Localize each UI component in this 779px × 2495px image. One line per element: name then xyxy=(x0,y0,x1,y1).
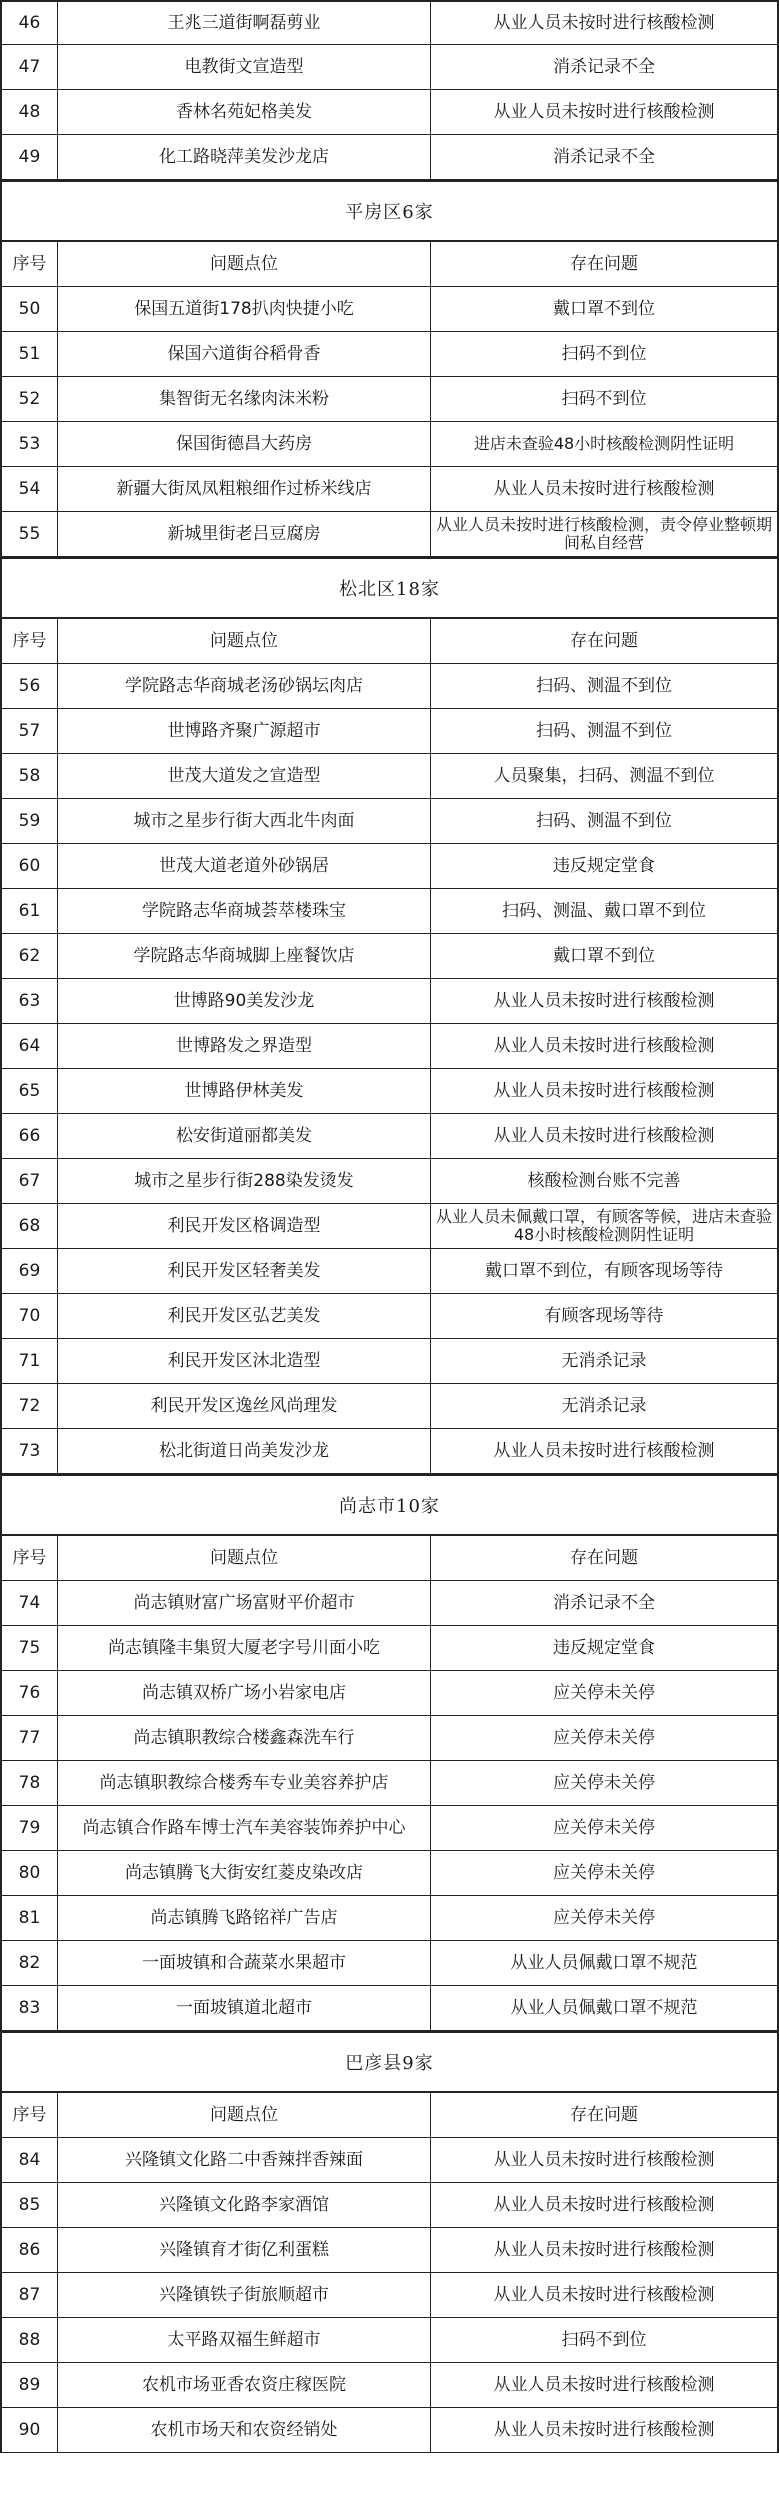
row-location: 王兆三道街啊磊剪业 xyxy=(58,2,431,44)
row-number: 62 xyxy=(2,934,58,978)
row-location: 新疆大街凤凤粗粮细作过桥米线店 xyxy=(58,467,431,511)
table-row xyxy=(0,2273,779,2318)
row-number: 80 xyxy=(2,1851,58,1895)
table-row xyxy=(0,1114,779,1159)
row-problem: 消杀记录不全 xyxy=(553,57,655,77)
row-problem: 扫码、测温不到位 xyxy=(536,811,672,831)
row-number: 79 xyxy=(2,1806,58,1850)
table-row xyxy=(0,1671,779,1716)
row-location: 新城里街老吕豆腐房 xyxy=(58,512,431,556)
table-row xyxy=(0,377,779,422)
column-header-row xyxy=(0,619,779,664)
row-number: 81 xyxy=(2,1896,58,1940)
row-number: 74 xyxy=(2,1581,58,1625)
row-problem: 扫码不到位 xyxy=(561,389,647,409)
row-number: 85 xyxy=(2,2183,58,2227)
row-problem: 扫码、测温、戴口罩不到位 xyxy=(502,901,706,921)
row-problem: 应关停未关停 xyxy=(553,1683,655,1703)
row-problem: 从业人员未按时进行核酸检测 xyxy=(493,1081,715,1101)
row-problem: 从业人员未按时进行核酸检测，责令停业整顿期间私自经营 xyxy=(435,515,772,552)
row-problem: 应关停未关停 xyxy=(553,1728,655,1748)
table-row xyxy=(0,2228,779,2273)
table-row xyxy=(0,2318,779,2363)
row-location: 农机市场亚香农资庄稼医院 xyxy=(58,2363,431,2407)
row-location: 利民开发区格调造型 xyxy=(58,1204,431,1248)
section-title: 巴彦县9家 xyxy=(0,2031,779,2093)
table-row xyxy=(0,287,779,332)
row-number: 56 xyxy=(2,664,58,708)
table-row xyxy=(0,1069,779,1114)
row-number: 84 xyxy=(2,2138,58,2182)
row-location: 尚志镇职教综合楼鑫森洗车行 xyxy=(58,1716,431,1760)
table-row xyxy=(0,1986,779,2031)
header-problem: 存在问题 xyxy=(570,631,638,651)
table-row xyxy=(0,1626,779,1671)
header-problem: 存在问题 xyxy=(570,2105,638,2125)
row-location: 世茂大道老道外砂锅居 xyxy=(58,844,431,888)
row-problem: 应关停未关停 xyxy=(553,1908,655,1928)
table-row xyxy=(0,2408,779,2453)
section-title: 尚志市10家 xyxy=(0,1474,779,1536)
row-location: 学院路志华商城老汤砂锅坛肉店 xyxy=(58,664,431,708)
row-location: 城市之星步行街大西北牛肉面 xyxy=(58,799,431,843)
table-row xyxy=(0,979,779,1024)
row-location: 尚志镇双桥广场小岩家电店 xyxy=(58,1671,431,1715)
row-location: 世茂大道发之宣造型 xyxy=(58,754,431,798)
header-number: 序号 xyxy=(2,1536,58,1580)
row-number: 64 xyxy=(2,1024,58,1068)
row-number: 68 xyxy=(2,1204,58,1248)
row-problem: 应关停未关停 xyxy=(553,1818,655,1838)
table-row xyxy=(0,934,779,979)
table-row xyxy=(0,1384,779,1429)
row-number: 70 xyxy=(2,1294,58,1338)
row-number: 52 xyxy=(2,377,58,421)
row-number: 76 xyxy=(2,1671,58,1715)
row-problem: 从业人员未按时进行核酸检测 xyxy=(493,2195,715,2215)
row-number: 46 xyxy=(2,2,58,44)
row-location: 学院路志华商城脚上座餐饮店 xyxy=(58,934,431,978)
row-problem: 扫码不到位 xyxy=(561,344,647,364)
row-problem: 有顾客现场等待 xyxy=(544,1306,664,1326)
row-location: 兴隆镇育才街亿利蛋糕 xyxy=(58,2228,431,2272)
row-location: 一面坡镇和合蔬菜水果超市 xyxy=(58,1941,431,1985)
row-location: 保国五道街178扒肉快捷小吃 xyxy=(58,287,431,331)
table-row xyxy=(0,135,779,180)
table-row xyxy=(0,844,779,889)
row-location: 尚志镇合作路车博士汽车美容装饰养护中心 xyxy=(58,1806,431,1850)
row-problem: 应关停未关停 xyxy=(553,1773,655,1793)
table-row xyxy=(0,1294,779,1339)
row-location: 松安街道丽都美发 xyxy=(58,1114,431,1158)
row-number: 67 xyxy=(2,1159,58,1203)
table-row xyxy=(0,1429,779,1474)
table-row xyxy=(0,754,779,799)
row-location: 利民开发区轻奢美发 xyxy=(58,1249,431,1293)
table-row xyxy=(0,799,779,844)
row-location: 尚志镇腾飞大街安红菱皮染改店 xyxy=(58,1851,431,1895)
column-header-row xyxy=(0,1536,779,1581)
table-row xyxy=(0,2363,779,2408)
row-problem: 人员聚集，扫码、测温不到位 xyxy=(493,766,715,786)
table-row xyxy=(0,1581,779,1626)
table-row xyxy=(0,332,779,377)
row-number: 49 xyxy=(2,135,58,179)
row-number: 47 xyxy=(2,45,58,89)
header-number: 序号 xyxy=(2,2093,58,2137)
row-number: 65 xyxy=(2,1069,58,1113)
row-number: 58 xyxy=(2,754,58,798)
row-problem: 从业人员未按时进行核酸检测 xyxy=(493,2150,715,2170)
row-number: 90 xyxy=(2,2408,58,2452)
header-location: 问题点位 xyxy=(58,2093,431,2137)
row-problem: 从业人员未按时进行核酸检测 xyxy=(493,1036,715,1056)
row-location: 兴隆镇文化路李家酒馆 xyxy=(58,2183,431,2227)
row-problem: 消杀记录不全 xyxy=(553,1593,655,1613)
table-row xyxy=(0,664,779,709)
row-location: 太平路双福生鲜超市 xyxy=(58,2318,431,2362)
row-location: 学院路志华商城荟萃楼珠宝 xyxy=(58,889,431,933)
row-problem: 戴口罩不到位 xyxy=(553,299,655,319)
section-title: 松北区18家 xyxy=(0,557,779,619)
row-problem: 从业人员未按时进行核酸检测 xyxy=(493,102,715,122)
table-row xyxy=(0,1204,779,1249)
row-number: 60 xyxy=(2,844,58,888)
row-problem: 从业人员未按时进行核酸检测 xyxy=(493,13,715,33)
table-row xyxy=(0,45,779,90)
row-location: 兴隆镇文化路二中香辣拌香辣面 xyxy=(58,2138,431,2182)
row-problem: 扫码不到位 xyxy=(561,2330,647,2350)
row-number: 75 xyxy=(2,1626,58,1670)
table-row xyxy=(0,1249,779,1294)
row-problem: 从业人员未按时进行核酸检测 xyxy=(493,479,715,499)
row-problem: 进店未查验48小时核酸检测阴性证明 xyxy=(473,434,735,453)
row-number: 63 xyxy=(2,979,58,1023)
row-problem: 从业人员未按时进行核酸检测 xyxy=(493,991,715,1011)
row-number: 61 xyxy=(2,889,58,933)
table-row xyxy=(0,90,779,135)
row-problem: 从业人员未按时进行核酸检测 xyxy=(493,1441,715,1461)
table-row xyxy=(0,1761,779,1806)
header-location: 问题点位 xyxy=(58,242,431,286)
row-problem: 从业人员未按时进行核酸检测 xyxy=(493,2420,715,2440)
row-number: 72 xyxy=(2,1384,58,1428)
column-header-row xyxy=(0,2093,779,2138)
row-location: 化工路晓萍美发沙龙店 xyxy=(58,135,431,179)
table-row xyxy=(0,1339,779,1384)
row-problem: 扫码、测温不到位 xyxy=(536,721,672,741)
section-title: 平房区6家 xyxy=(0,180,779,242)
row-problem: 核酸检测台账不完善 xyxy=(527,1171,681,1191)
row-number: 87 xyxy=(2,2273,58,2317)
row-location: 利民开发区沐北造型 xyxy=(58,1339,431,1383)
row-problem: 戴口罩不到位 xyxy=(553,946,655,966)
header-number: 序号 xyxy=(2,619,58,663)
row-number: 69 xyxy=(2,1249,58,1293)
table-row xyxy=(0,889,779,934)
row-problem: 无消杀记录 xyxy=(561,1351,647,1371)
row-location: 电教街文宣造型 xyxy=(58,45,431,89)
row-problem: 从业人员未按时进行核酸检测 xyxy=(493,2375,715,2395)
row-number: 83 xyxy=(2,1986,58,2030)
row-number: 82 xyxy=(2,1941,58,1985)
header-number: 序号 xyxy=(2,242,58,286)
row-location: 世博路伊林美发 xyxy=(58,1069,431,1113)
table-row xyxy=(0,512,779,557)
row-problem: 从业人员未按时进行核酸检测 xyxy=(493,1126,715,1146)
row-number: 53 xyxy=(2,422,58,466)
row-location: 保国六道街谷稻骨香 xyxy=(58,332,431,376)
row-number: 77 xyxy=(2,1716,58,1760)
row-location: 尚志镇腾飞路铭祥广告店 xyxy=(58,1896,431,1940)
row-problem: 无消杀记录 xyxy=(561,1396,647,1416)
header-problem: 存在问题 xyxy=(570,254,638,274)
row-number: 48 xyxy=(2,90,58,134)
table-row xyxy=(0,1806,779,1851)
table-row xyxy=(0,1159,779,1204)
table-row xyxy=(0,1941,779,1986)
row-location: 农机市场天和农资经销处 xyxy=(58,2408,431,2452)
row-number: 59 xyxy=(2,799,58,843)
row-number: 73 xyxy=(2,1429,58,1473)
row-problem: 违反规定堂食 xyxy=(553,1638,655,1658)
row-problem: 从业人员未按时进行核酸检测 xyxy=(493,2240,715,2260)
row-problem: 从业人员未按时进行核酸检测 xyxy=(493,2285,715,2305)
table-row xyxy=(0,0,779,45)
row-problem: 应关停未关停 xyxy=(553,1863,655,1883)
header-location: 问题点位 xyxy=(58,1536,431,1580)
row-number: 78 xyxy=(2,1761,58,1805)
row-number: 89 xyxy=(2,2363,58,2407)
row-problem: 戴口罩不到位，有顾客现场等待 xyxy=(485,1261,723,1281)
table-row xyxy=(0,422,779,467)
row-location: 兴隆镇铁子街旅顺超市 xyxy=(58,2273,431,2317)
row-location: 尚志镇隆丰集贸大厦老字号川面小吃 xyxy=(58,1626,431,1670)
row-number: 54 xyxy=(2,467,58,511)
row-number: 51 xyxy=(2,332,58,376)
row-number: 71 xyxy=(2,1339,58,1383)
row-problem: 消杀记录不全 xyxy=(553,147,655,167)
row-problem: 从业人员佩戴口罩不规范 xyxy=(510,1953,698,1973)
column-header-row xyxy=(0,242,779,287)
row-problem: 从业人员未佩戴口罩，有顾客等候，进店未查验48小时核酸检测阴性证明 xyxy=(435,1207,772,1244)
table-row xyxy=(0,1024,779,1069)
row-number: 55 xyxy=(2,512,58,556)
row-location: 利民开发区弘艺美发 xyxy=(58,1294,431,1338)
row-location: 尚志镇职教综合楼秀车专业美容养护店 xyxy=(58,1761,431,1805)
row-problem: 从业人员佩戴口罩不规范 xyxy=(510,1998,698,2018)
row-location: 一面坡镇道北超市 xyxy=(58,1986,431,2030)
row-number: 88 xyxy=(2,2318,58,2362)
header-location: 问题点位 xyxy=(58,619,431,663)
table-row xyxy=(0,1716,779,1761)
row-location: 世博路齐聚广源超市 xyxy=(58,709,431,753)
row-location: 松北街道日尚美发沙龙 xyxy=(58,1429,431,1473)
table-row xyxy=(0,467,779,512)
row-location: 世博路90美发沙龙 xyxy=(58,979,431,1023)
row-location: 世博路发之界造型 xyxy=(58,1024,431,1068)
row-location: 利民开发区逸丝风尚理发 xyxy=(58,1384,431,1428)
row-number: 86 xyxy=(2,2228,58,2272)
row-problem: 扫码、测温不到位 xyxy=(536,676,672,696)
table-row xyxy=(0,2183,779,2228)
row-location: 尚志镇财富广场富财平价超市 xyxy=(58,1581,431,1625)
row-location: 集智街无名缘肉沫米粉 xyxy=(58,377,431,421)
row-location: 香林名苑妃格美发 xyxy=(58,90,431,134)
table-row xyxy=(0,1896,779,1941)
row-number: 66 xyxy=(2,1114,58,1158)
header-problem: 存在问题 xyxy=(570,1548,638,1568)
table-row xyxy=(0,709,779,754)
row-number: 50 xyxy=(2,287,58,331)
row-location: 保国街德昌大药房 xyxy=(58,422,431,466)
table-row xyxy=(0,1851,779,1896)
row-number: 57 xyxy=(2,709,58,753)
row-problem: 违反规定堂食 xyxy=(553,856,655,876)
table-row xyxy=(0,2138,779,2183)
row-location: 城市之星步行街288染发烫发 xyxy=(58,1159,431,1203)
